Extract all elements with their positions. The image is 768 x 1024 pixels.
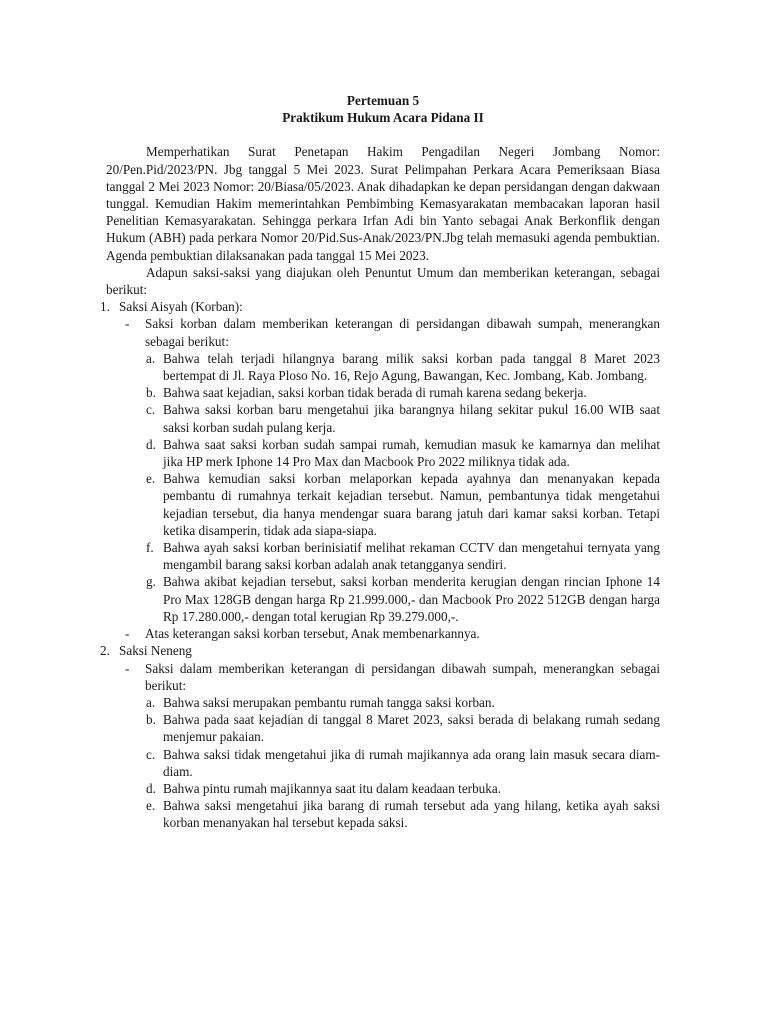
point-text: Bahwa saksi tidak mengetahui jika di rumah majikannya ada orang lain masuk secara diam-diam.	[163, 746, 660, 779]
point-text: Bahwa saksi merupakan pembantu rumah tangga saksi korban.	[163, 694, 495, 710]
point-marker: a.	[146, 350, 156, 366]
testimony-point	[145, 539, 660, 573]
point-marker: b.	[146, 712, 156, 728]
witness-number: 2.	[100, 643, 110, 659]
testimony-intro: Saksi korban dalam memberikan keterangan di persidangan dibawah sumpah, menerangkan sebagai berikut:	[145, 316, 660, 349]
dash-marker: -	[125, 626, 130, 642]
point-text: Bahwa saat saksi korban sudah sampai rumah, kemudian masuk ke kamarnya dan melihat jika HP merk Iphone 14 Pro Max dan Macbook Pro 2022 miliknya tidak ada.	[163, 436, 660, 470]
testimony-point	[145, 797, 660, 831]
testimony-points	[145, 350, 660, 625]
testimony-point	[145, 401, 660, 435]
point-text: Bahwa ayah saksi korban berinisiatif melihat rekaman CCTV dan mengetahui ternyata yang mengambil barang saksi korban adalah anak tetangganya sendiri.	[163, 540, 660, 573]
point-text: Bahwa saksi korban baru mengetahui jika barangnya hilang sekitar pukul 16.00 WIB saat saksi korban sudah pulang kerja.	[163, 402, 660, 435]
point-text: Bahwa pada saat kejadian di tanggal 8 Maret 2023, saksi berada di belakang rumah sedang menjemur pakaian.	[163, 712, 660, 745]
testimony-point	[145, 711, 660, 745]
point-marker: b.	[146, 385, 156, 401]
point-text: Bahwa telah terjadi hilangnya barang milik saksi korban pada tanggal 8 Maret 2023 bertempat di Jl. Raya Ploso No. 16, Rejo Agung, Bawangan, Kec. Jombang, Kab. Jombang.	[163, 350, 660, 384]
point-marker: f.	[146, 540, 154, 556]
point-text: Bahwa akibat kejadian tersebut, saksi korban menderita kerugian dengan rincian Iphone 14 Pro Max 128GB dengan harga Rp 21.999.000,- dan Macbook Pro 2022 512GB dengan harga Rp 17.280.000,- dengan total kerugian Rp 39.279.000,-.	[163, 574, 660, 624]
course-title: Praktikum Hukum Acara Pidana II	[282, 110, 484, 126]
witness-number: 1.	[100, 299, 110, 315]
witness-item	[100, 642, 660, 831]
meeting-title: Pertemuan 5	[346, 93, 420, 108]
testimony-point	[145, 780, 660, 797]
point-marker: a.	[146, 694, 156, 710]
point-text: Bahwa saksi mengetahui jika barang di rumah tersebut ada yang hilang, ketika ayah saksi korban menanyakan hal tersebut kepada saksi.	[163, 798, 660, 831]
witness-name: Saksi Neneng	[119, 643, 192, 659]
testimony-point	[145, 470, 660, 539]
point-marker: e.	[146, 798, 156, 814]
testimony-points	[145, 694, 660, 832]
testimony-list	[119, 315, 660, 642]
point-text: Bahwa saat kejadian, saksi korban tidak berada di rumah karena sedang bekerja.	[163, 385, 587, 401]
testimony-point	[145, 350, 660, 384]
blank-line	[106, 126, 660, 143]
witness-item	[100, 298, 660, 642]
point-text: Bahwa kemudian saksi korban melaporkan kepada ayahnya dan menanyakan kepada pembantu di rumahnya terkait kejadian tersebut. Namun, pembantunya tidak mengetahui kejadian tersebut, dia hanya mendengar suara barang jatuh dari kamar saksi korban. Tetapi ketika disamperin, tidak ada siapa-siapa.	[163, 471, 660, 538]
testimony-point	[145, 573, 660, 625]
point-marker: g.	[146, 574, 156, 590]
testimony-point	[145, 694, 660, 711]
dash-marker: -	[125, 316, 130, 332]
point-marker: e.	[146, 471, 156, 487]
witness-list	[100, 298, 660, 831]
dash-marker: -	[125, 660, 130, 676]
defendant-response: Atas keterangan saksi korban tersebut, Anak membenarkannya.	[145, 626, 480, 642]
testimony-item	[119, 660, 660, 832]
testimony-list	[119, 660, 660, 832]
testimony-point	[145, 384, 660, 401]
point-text: Bahwa pintu rumah majikannya saat itu dalam keadaan terbuka.	[163, 780, 501, 796]
testimony-item	[119, 315, 660, 625]
intro-paragraph: Memperhatikan Surat Penetapan Hakim Pengadilan Negeri Jombang Nomor: 20/Pen.Pid/2023/PN. Jbg tanggal 5 Mei 2023. Surat Pelimpahan Perkara Acara Pemeriksaan Biasa tanggal 2 Mei 2023 Nomor: 20/Biasa/05/2023. Anak dihadapkan ke depan persidangan dengan dakwaan tunggal. Kemudian Hakim memerintahkan Pembimbing Kemasyarakatan membacakan laporan hasil Penelitian Kemasyarakatan. Sehingga perkara Irfan Adi bin Yanto sebagai Anak Berkonflik dengan Hukum (ABH) pada perkara Nomor 20/Pid.Sus-Anak/2023/PN.Jbg telah memasuki agenda pembuktian. Agenda pembuktian dilaksanakan pada tanggal 15 Mei 2023.	[106, 144, 660, 263]
testimony-item	[119, 625, 660, 642]
document-page	[100, 92, 660, 832]
point-marker: d.	[146, 780, 156, 796]
testimony-intro: Saksi dalam memberikan keterangan di persidangan dibawah sumpah, menerangkan sebagai berikut:	[145, 660, 660, 693]
point-marker: c.	[146, 402, 156, 418]
point-marker: c.	[146, 746, 156, 762]
testimony-point	[145, 746, 660, 780]
testimony-point	[145, 436, 660, 470]
witness-name: Saksi Aisyah (Korban):	[119, 299, 243, 315]
witness-intro-paragraph: Adapun saksi-saksi yang diajukan oleh Penuntut Umum dan memberikan keterangan, sebagai berikut:	[106, 264, 660, 298]
point-marker: d.	[146, 436, 156, 452]
